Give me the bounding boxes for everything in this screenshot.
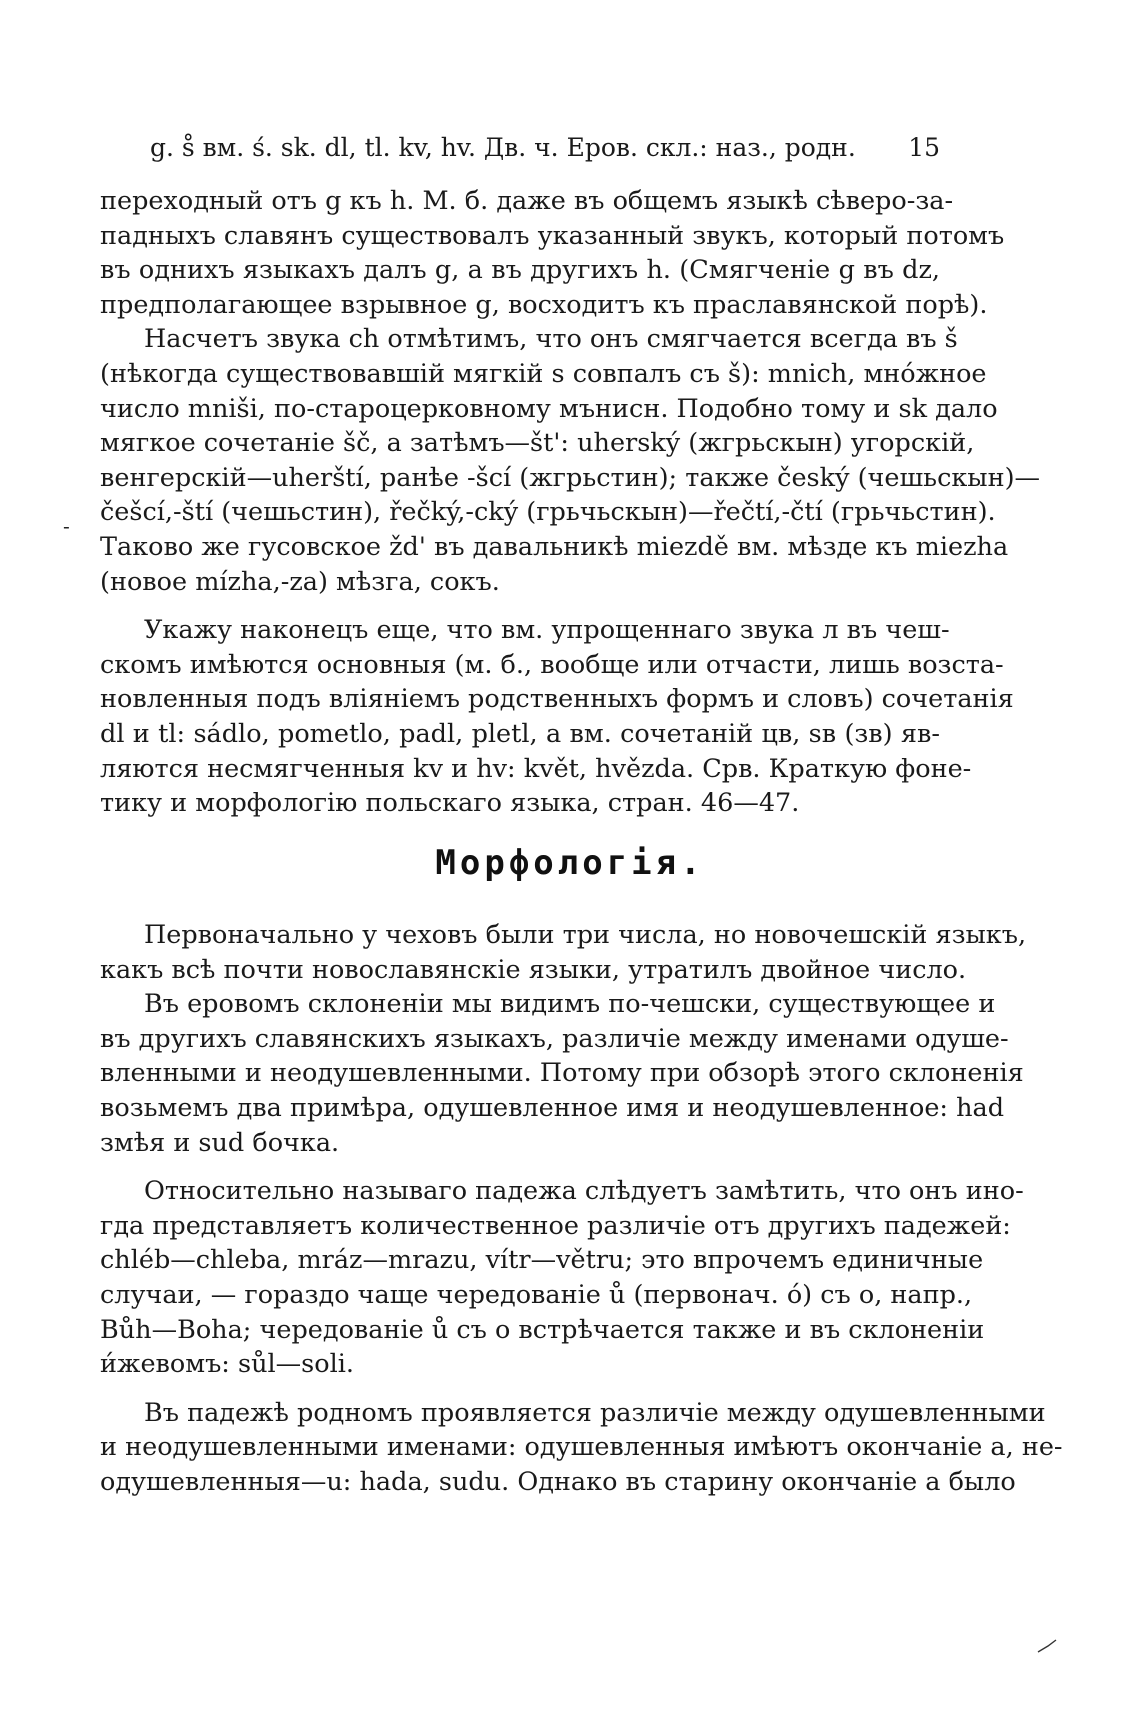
text-line: въ однихъ языкахъ далъ g, а въ другихъ h. (Смягченіе g въ dz,: [100, 255, 940, 286]
running-header-text: g. s̊ вм. ś. sk. dl, tl. kv, hv. Дв. ч. Еров. скл.: наз., родн.: [150, 133, 856, 162]
text-line: одушевленныя—u: hada, sudu. Однако въ старину окончаніе a было: [100, 1466, 1016, 1497]
text-line: Въ падежѣ родномъ проявляется различіе между одушевленными: [144, 1397, 1046, 1428]
scan-mark: [1036, 1638, 1058, 1654]
page-number: 15: [908, 133, 940, 162]
text-line: Насчетъ звука ch отмѣтимъ, что онъ смягчается всегда въ š: [144, 324, 958, 355]
text-line: тику и морфологію польскаго языка, стран. 46—47.: [100, 788, 800, 819]
text-line: гда представляетъ количественное различіе отъ другихъ падежей:: [100, 1210, 1011, 1241]
text-line: (новое mízha,-za) мѣзга, сокъ.: [100, 566, 500, 597]
text-line: змѣя и sud бочка.: [100, 1127, 340, 1158]
text-line: chléb—chleba, mráz—mrazu, vítr—větru; это впрочемъ единичные: [100, 1245, 984, 1276]
paragraph-gap: [100, 599, 940, 613]
text-line: češcí,-ští (чешьстин), řečký,-cký (грьчьскын)—řečtí,-čtí (грьчьстин).: [100, 497, 996, 528]
text-line: Относительно называго падежа слѣдуетъ замѣтить, что онъ ино-: [144, 1176, 1024, 1207]
text-line: (нѣкогда существовавшій мягкій s совпалъ съ š): mnich, мно́жное: [100, 358, 987, 389]
section-heading-wrap: [0, 843, 1140, 883]
margin-mark: -: [63, 514, 70, 538]
text-line: падныхъ славянъ существовалъ указанный звукъ, который потомъ: [100, 220, 1005, 251]
text-line: скомъ имѣются основныя (м. б., вообще или отчасти, лишь возста-: [100, 649, 1004, 680]
text-line: предполагающее взрывное g, восходитъ къ праславянской порѣ).: [100, 289, 988, 320]
text-line: новленныя подъ вліяніемъ родственныхъ формъ и словъ) сочетанія: [100, 684, 1014, 715]
text-line: Первоначально у чеховъ были три числа, но новочешскій языкъ,: [144, 920, 1027, 950]
paragraph-gap: [100, 1160, 940, 1174]
text-line: Въ еровомъ склоненіи мы видимъ по-чешски, существующее и: [144, 989, 996, 1020]
text-line: случаи, — гораздо чаще чередованіе ů (первонач. о́) съ о, напр.,: [100, 1279, 973, 1310]
text-line: переходный отъ g къ h. М. б. даже въ общемъ языкѣ сѣверо-за-: [100, 186, 954, 216]
text-line: и́жевомъ: sůl—soli.: [100, 1349, 355, 1380]
body-text-bottom: [100, 918, 1063, 1500]
text-line: вленными и неодушевленными. Потому при обзорѣ этого склоненія: [100, 1058, 1024, 1089]
text-line: Укажу наконецъ еще, что вм. упрощеннаго звука л въ чеш-: [144, 615, 950, 646]
text-line: и неодушевленными именами: одушевленныя имѣютъ окончаніе a, не-: [100, 1432, 1063, 1463]
text-line: Таково же гусовское žd' въ давальникѣ miezdě вм. мѣзде къ miezha: [100, 531, 1009, 562]
text-line: Bůh—Boha; чередованіе ů съ о встрѣчается также и въ склоненіи: [100, 1314, 985, 1345]
running-header: [150, 133, 940, 163]
text-line: въ другихъ славянскихъ языкахъ, различіе между именами одуше-: [100, 1023, 1009, 1054]
paragraph-gap: [100, 1382, 940, 1396]
text-line: какъ всѣ почти новославянскіе языки, утратилъ двойное число.: [100, 954, 967, 985]
text-line: венгерскій—uherští, ранѣе -šcí (жгрьстин); также český (чешьскын)—: [100, 462, 1041, 493]
text-line: число mniši, по-староцерковному мънисн. Подобно тому и sk дало: [100, 393, 998, 424]
section-heading: Морфологія.: [435, 843, 705, 883]
text-line: ляются несмягченныя kv и hv: květ, hvězda. Срв. Краткую фоне-: [100, 753, 972, 784]
text-line: возьмемъ два примѣра, одушевленное имя и неодушевленное: had: [100, 1092, 1005, 1123]
body-text-top: [100, 184, 1041, 821]
text-line: мягкое сочетаніе šč, а затѣмъ—št': uherský (жгрьскын) угорскій,: [100, 428, 975, 459]
text-line: dl и tl: sádlo, pometlo, padl, pletl, а вм. сочетаній цв, ѕв (зв) яв-: [100, 718, 940, 749]
